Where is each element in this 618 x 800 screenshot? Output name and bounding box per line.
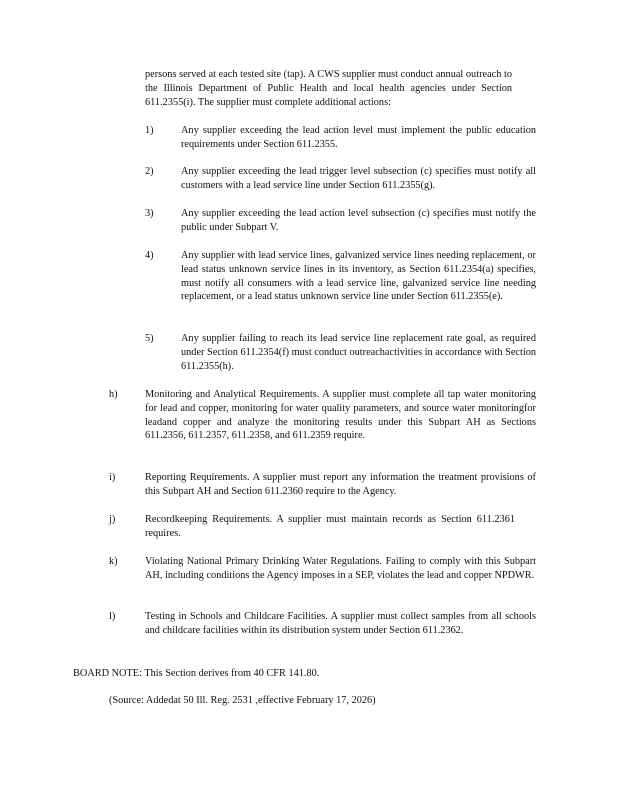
subsection-l-label: l) — [109, 611, 116, 622]
source-note: (Source: Addedat 50 Ill. Reg. 2531 ,effective February 17, 2026) — [109, 695, 376, 706]
sub-item-3-label: 3) — [145, 208, 154, 219]
subsection-j-label: j) — [109, 514, 116, 525]
subsection-k-label: k) — [109, 556, 118, 567]
subsection-k-text: Violating National Primary Drinking Water Regulations. Failing to comply with this Subpart AH, including conditions the Agency imposes in a SEP, violates the lead and copper NPDWR. — [145, 556, 536, 581]
sub-item-4-label: 4) — [145, 250, 154, 261]
subsection-i-label: i) — [109, 472, 116, 483]
board-note: BOARD NOTE: This Section derives from 40 CFR 141.80. — [73, 668, 320, 679]
sub-item-3-text: Any supplier exceeding the lead action level subsection (c) specifies must notify the public under Subpart V. — [181, 208, 536, 233]
sub-item-4-text: Any supplier with lead service lines, galvanized service lines needing replacement, or lead status unknown service lines in its inventory, as Section 611.2354(a) specifies, must notify all consumers with a lead service line, galvanized service line needing replacement, or a lead status unknown service line under Section 611.2355(e). — [181, 250, 536, 303]
intro-paragraph: persons served at each tested site (tap). A CWS supplier must conduct annual outreach to the Illinois Department of Public Health and local health agencies under Section 611.2355(i). The supplier must complete additional actions: — [145, 69, 512, 108]
subsection-h-text: Monitoring and Analytical Requirements. A supplier must complete all tap water monitoring for lead and copper, monitoring for water quality parameters, and source water monitoringfor leadand copper and analyze the monitoring results under this Subpart AH as Sections 611.2356, 611.2357, 611.2358, and 611.2359 require. — [145, 389, 536, 442]
sub-item-2-text: Any supplier exceeding the lead trigger level subsection (c) specifies must notify all customers with a lead service line under Section 611.2355(g). — [181, 166, 536, 191]
subsection-h-label: h) — [109, 389, 118, 400]
sub-item-1-text: Any supplier exceeding the lead action level must implement the public education requirements under Section 611.2355. — [181, 125, 536, 150]
subsection-i-text: Reporting Requirements. A supplier must report any information the treatment provisions of this Subpart AH and Section 611.2360 require to the Agency. — [145, 472, 536, 497]
sub-item-1-label: 1) — [145, 125, 154, 136]
sub-item-2-label: 2) — [145, 166, 154, 177]
subsection-j-text: Recordkeeping Requirements. A supplier must maintain records as Section 611.2361 requires. — [145, 514, 515, 539]
subsection-l-text: Testing in Schools and Childcare Facilities. A supplier must collect samples from all schools and childcare facilities within its distribution system under Section 611.2362. — [145, 611, 536, 636]
sub-item-5-text: Any supplier failing to reach its lead service line replacement rate goal, as required under Section 611.2354(f) must conduct outreachactivities in accordance with Section 611.2355(h). — [181, 333, 536, 372]
sub-item-5-label: 5) — [145, 333, 154, 344]
